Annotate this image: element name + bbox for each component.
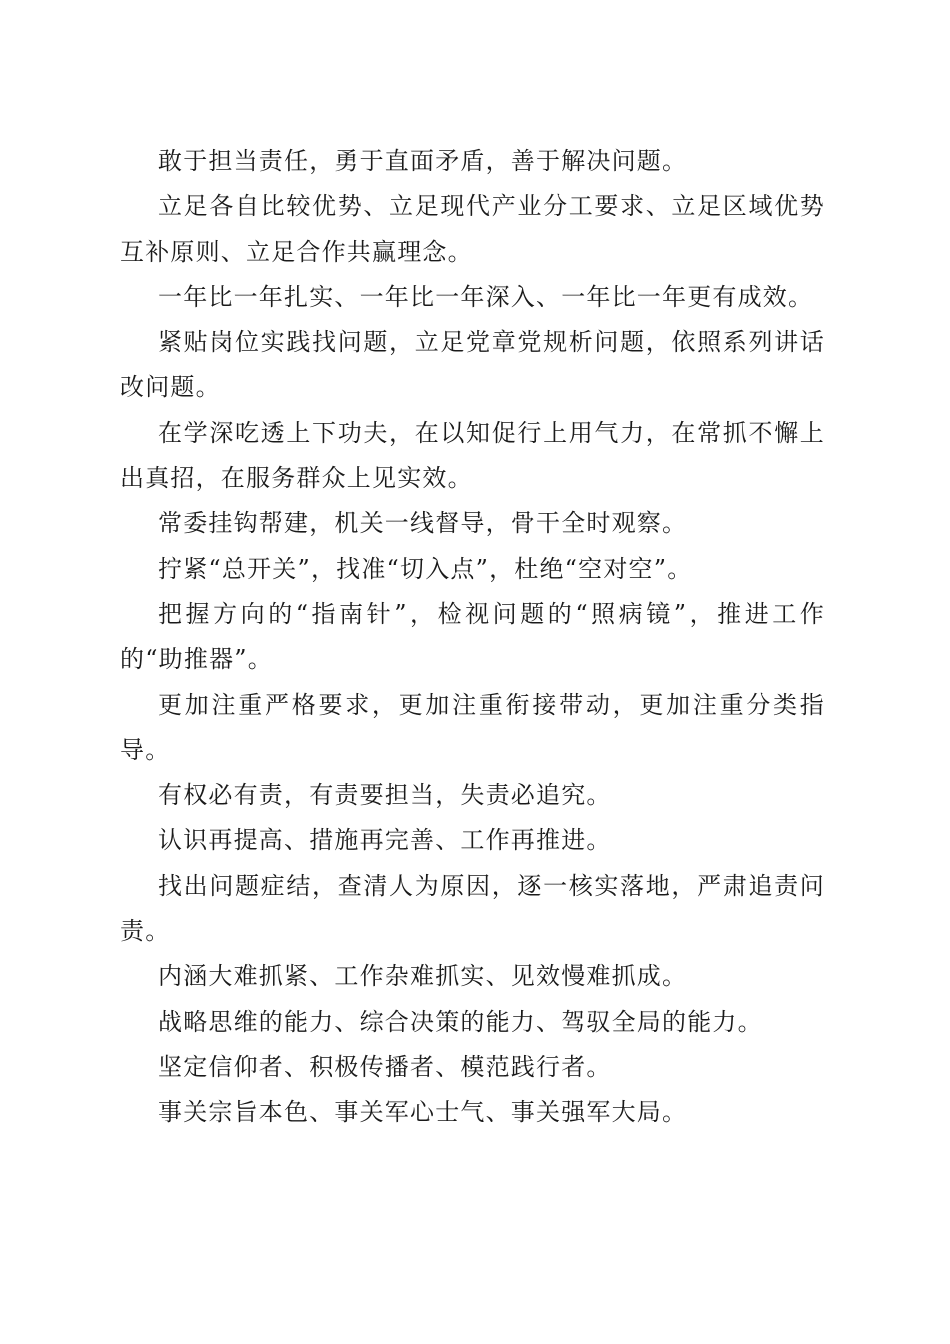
paragraph: 常委挂钩帮建，机关一线督导，骨干全时观察。 bbox=[158, 509, 688, 538]
paragraph: 立足各自比较优势、立足现代产业分工要求、立足区域优势互补原则、立足合作共赢理念。 bbox=[120, 192, 825, 266]
paragraph: 一年比一年扎实、一年比一年深入、一年比一年更有成效。 bbox=[158, 282, 814, 311]
paragraph: 认识再提高、措施再完善、工作再推进。 bbox=[158, 826, 612, 855]
paragraph: 更加注重严格要求，更加注重衔接带动，更加注重分类指导。 bbox=[120, 690, 825, 764]
paragraph: 找出问题症结，查清人为原因，逐一核实落地，严肃追责问责。 bbox=[120, 871, 825, 946]
paragraph: 坚定信仰者、积极传播者、模范践行者。 bbox=[158, 1052, 612, 1081]
paragraph: 有权必有责，有责要担当，失责必追究。 bbox=[158, 781, 612, 810]
paragraph: 战略思维的能力、综合决策的能力、驾驭全局的能力。 bbox=[158, 1007, 763, 1036]
paragraph: 敢于担当责任，勇于直面矛盾，善于解决问题。 bbox=[158, 147, 688, 175]
paragraph: 把握方向的“指南针”，检视问题的“照病镜”，推进工作的“助推器”。 bbox=[120, 599, 825, 674]
paragraph: 在学深吃透上下功夫，在以知促行上用气力，在常抓不懈上出真招，在服务群众上见实效。 bbox=[120, 418, 825, 493]
paragraph: 事关宗旨本色、事关军心士气、事关强军大局。 bbox=[158, 1098, 688, 1127]
paragraph: 拧紧“总开关”，找准“切入点”，杜绝“空对空”。 bbox=[158, 554, 693, 583]
document-body bbox=[120, 139, 825, 1136]
paragraph: 紧贴岗位实践找问题，立足党章党规析问题，依照系列讲话改问题。 bbox=[120, 328, 825, 402]
paragraph: 内涵大难抓紧、工作杂难抓实、见效慢难抓成。 bbox=[158, 962, 688, 991]
